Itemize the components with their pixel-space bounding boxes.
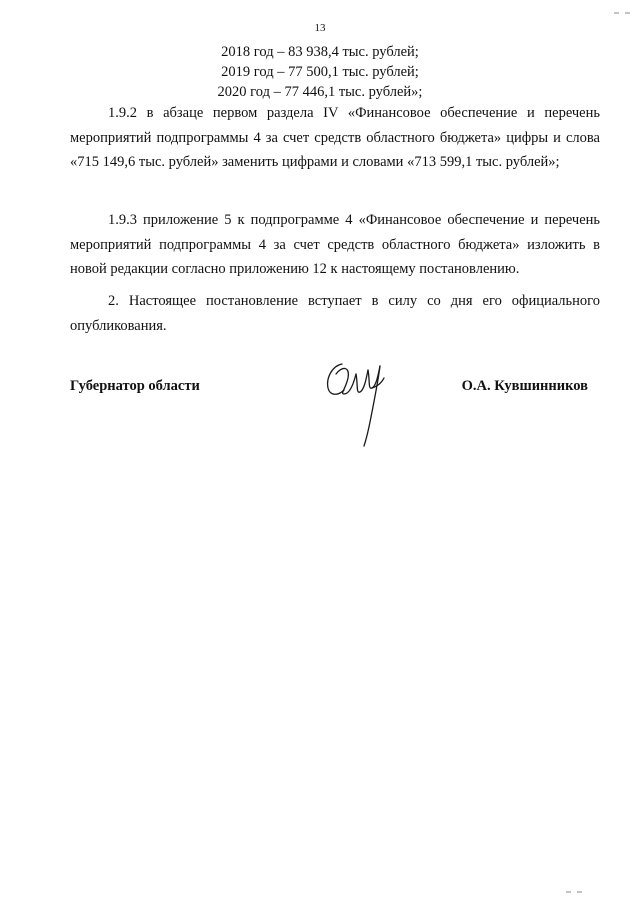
- year-amount-line: 2018 год – 83 938,4 тыс. рублей;: [221, 44, 419, 60]
- scan-mark-bottom: [564, 881, 584, 885]
- paragraph-1-9-3: 1.9.3 приложение 5 к подпрограмме 4 «Финансовое обеспечение и перечень мероприятий подпрограммы 4 за счет средств областного бюджета» изложить в новой редакции согласно приложению 12 к настоящему постановлению.: [70, 212, 600, 277]
- signer-position: Губернатор области: [70, 378, 200, 394]
- year-amount-line: 2020 год – 77 446,1 тыс. рублей»;: [217, 84, 423, 100]
- year-amount-line: 2019 год – 77 500,1 тыс. рублей;: [221, 64, 419, 80]
- signer-name: О.А. Кувшинников: [461, 378, 588, 394]
- scan-mark-top: [612, 2, 632, 6]
- signature-block: [70, 352, 600, 452]
- page-number: 13: [314, 22, 326, 34]
- handwritten-signature: [320, 352, 400, 452]
- paragraph-1-9-2: 1.9.2 в абзаце первом раздела IV «Финансовое обеспечение и перечень мероприятий подпрограммы 4 за счет средств областного бюджета» цифры и слова «715 149,6 тыс. рублей» заменить цифрами и словами «713 599,1 тыс. рублей»;: [70, 105, 600, 170]
- paragraph-2: 2. Настоящее постановление вступает в силу со дня его официального опубликования.: [70, 293, 600, 334]
- year-amounts-list: [0, 42, 640, 102]
